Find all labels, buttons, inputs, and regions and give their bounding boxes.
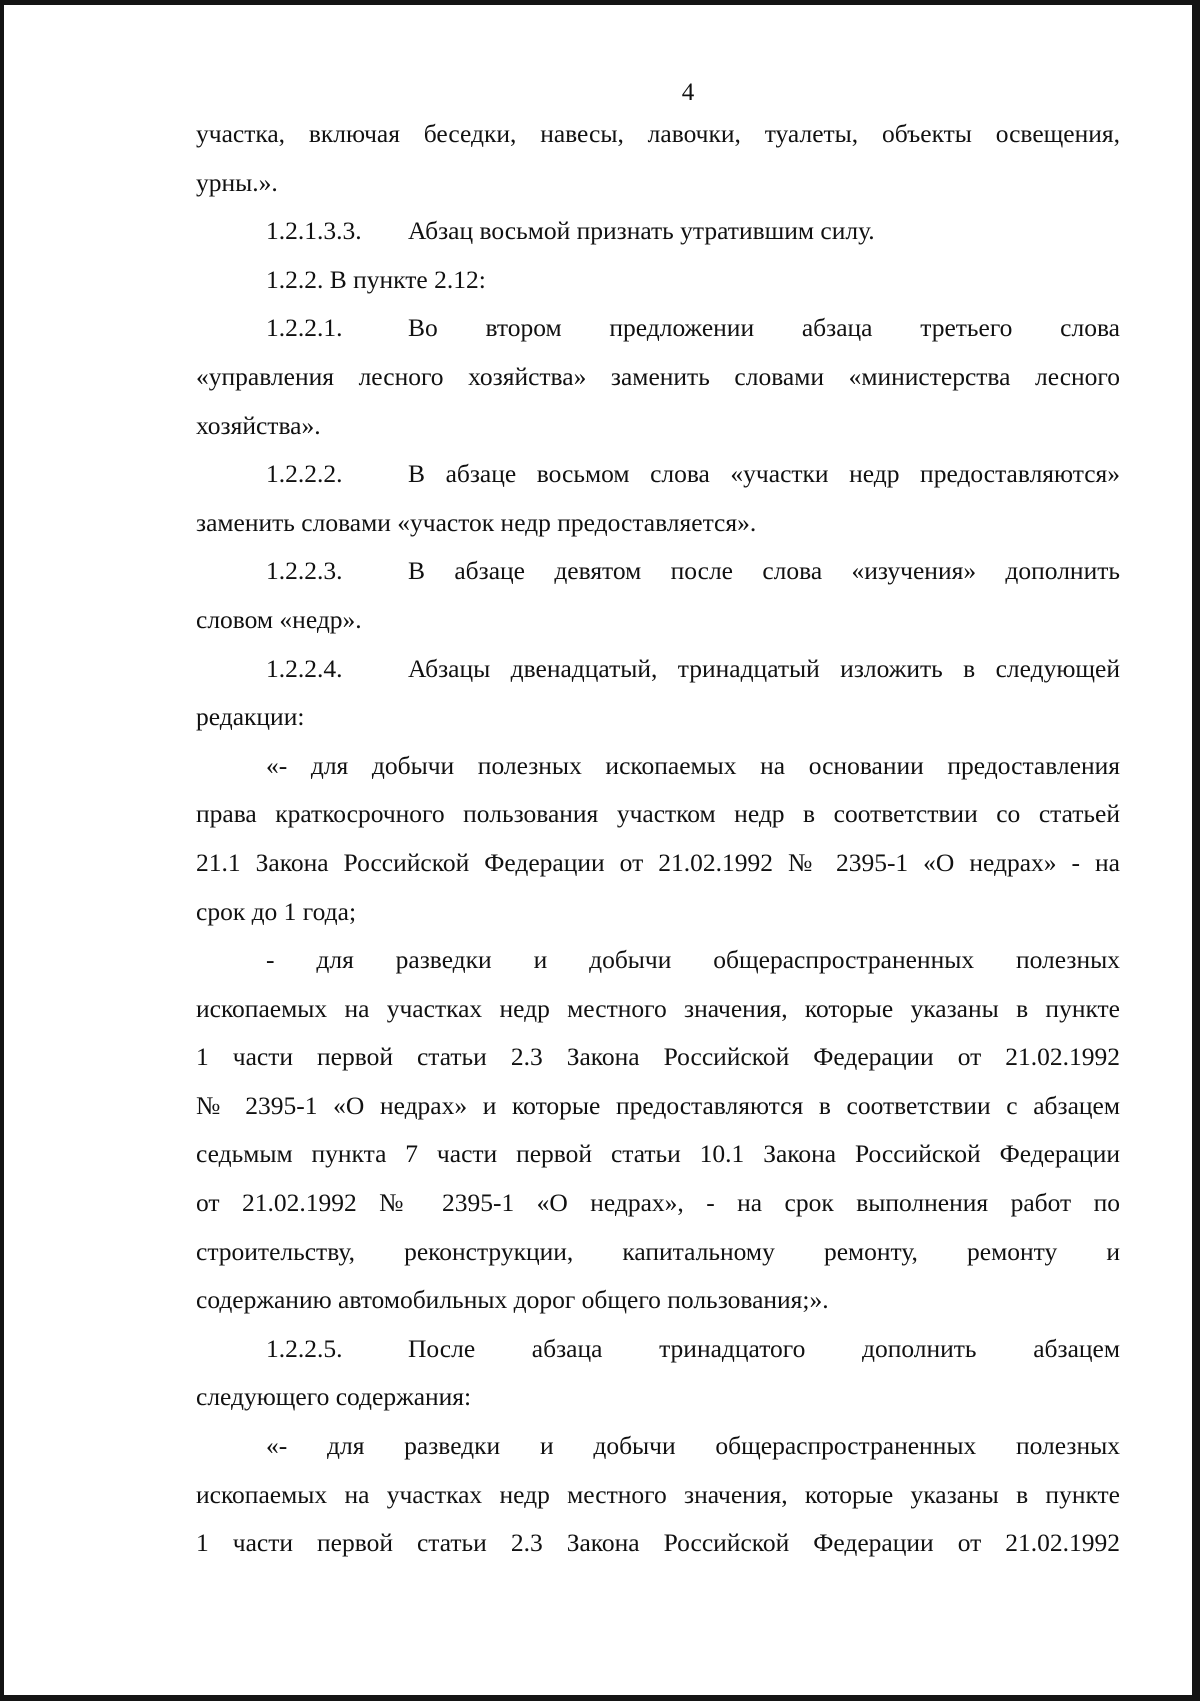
text-line: словом «недр». bbox=[196, 604, 362, 634]
text-line: участка, включая беседки, навесы, лавочки, туалеты, объекты освещения, bbox=[196, 119, 1120, 148]
clause-number: 1.2.2.1. bbox=[266, 313, 343, 343]
text-line: хозяйства». bbox=[196, 410, 321, 440]
text-line: ископаемых на участках недр местного значения, которые указаны в пункте bbox=[196, 993, 1120, 1023]
clause-number: 1.2.2.4. bbox=[266, 653, 343, 683]
clause-number: 1.2.2.3. bbox=[266, 556, 343, 586]
clause-1-2-2-1 bbox=[196, 304, 1120, 353]
text-line: 21.1 Закона Российской Федерации от 21.02.1992 № 2395-1 «О недрах» - на bbox=[196, 847, 1120, 877]
page-number: 4 bbox=[681, 79, 695, 106]
text-line: «- для разведки и добычи общераспространенных полезных bbox=[266, 1431, 1120, 1461]
text-line: строительству, реконструкции, капитальному ремонту, ремонту и bbox=[196, 1236, 1120, 1266]
clause-1-2-2-2 bbox=[196, 450, 1120, 499]
text-line: содержанию автомобильных дорог общего пользования;». bbox=[196, 1285, 829, 1315]
clause-1-2-2-3 bbox=[196, 547, 1120, 596]
clause-1-2-2-4 bbox=[196, 645, 1120, 694]
text-line: права краткосрочного пользования участком недр в соответствии со статьей bbox=[196, 799, 1120, 829]
document-page bbox=[196, 78, 1120, 1568]
text-line: следующего содержания: bbox=[196, 1382, 472, 1412]
text-line: срок до 1 года; bbox=[196, 896, 357, 926]
clause-number: 1.2.1.3.3. bbox=[266, 216, 362, 246]
text-line: седьмым пункта 7 части первой статьи 10.1 Закона Российской Федерации bbox=[196, 1139, 1120, 1169]
text-line: урны.». bbox=[196, 167, 278, 197]
text-line: № 2395-1 «О недрах» и которые предоставляются в соответствии с абзацем bbox=[196, 1090, 1120, 1120]
clause-text: В абзаце девятом после слова «изучения» дополнить bbox=[408, 556, 1120, 586]
text-line: редакции: bbox=[196, 702, 305, 732]
clause-number: 1.2.2.5. bbox=[266, 1333, 343, 1363]
text-line: от 21.02.1992 № 2395-1 «О недрах», - на срок выполнения работ по bbox=[196, 1188, 1120, 1218]
text-line: - для разведки и добычи общераспространенных полезных bbox=[266, 945, 1120, 975]
clause-text: Абзацы двенадцатый, тринадцатый изложить в следующей bbox=[408, 653, 1120, 683]
clause-1-2-2-5 bbox=[196, 1325, 1120, 1374]
text-line: «- для добычи полезных ископаемых на основании предоставления bbox=[266, 750, 1120, 780]
clause-text: Во втором предложении абзаца третьего слова bbox=[408, 313, 1120, 343]
text-line: 1 части первой статьи 2.3 Закона Российской Федерации от 21.02.1992 bbox=[196, 1042, 1120, 1072]
clause-text: Абзац восьмой признать утратившим силу. bbox=[408, 216, 875, 246]
clause-1-2-1-3-3 bbox=[196, 207, 1120, 256]
clause-text: В абзаце восьмом слова «участки недр предоставляются» bbox=[408, 459, 1120, 489]
text-line: ископаемых на участках недр местного значения, которые указаны в пункте bbox=[196, 1479, 1120, 1509]
text-line: заменить словами «участок недр предоставляется». bbox=[196, 507, 757, 537]
clause-number: 1.2.2.2. bbox=[266, 459, 343, 489]
text-line: 1.2.2. В пункте 2.12: bbox=[266, 264, 486, 294]
text-line: «управления лесного хозяйства» заменить словами «министерства лесного bbox=[196, 361, 1120, 391]
clause-text: После абзаца тринадцатого дополнить абзацем bbox=[408, 1333, 1120, 1363]
text-line: 1 части первой статьи 2.3 Закона Российской Федерации от 21.02.1992 bbox=[196, 1528, 1120, 1558]
document-body bbox=[196, 110, 1120, 1568]
